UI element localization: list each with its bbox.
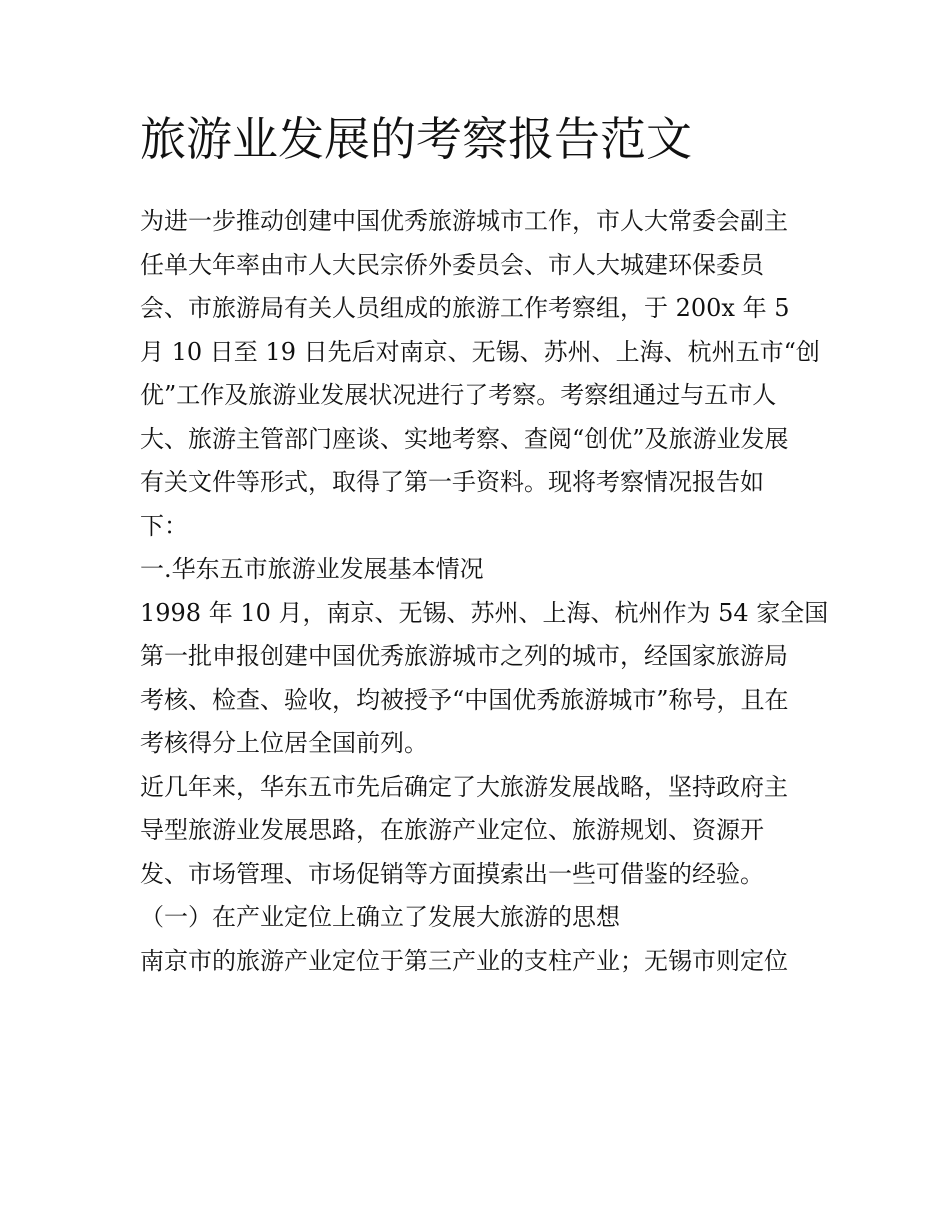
text-line: 1998 年 10 月，南京、无锡、苏州、上海、杭州作为 54 家全国 — [140, 598, 829, 627]
text-line: 为进一步推动创建中国优秀旅游城市工作，市人大常委会副主 — [140, 207, 788, 235]
text-line: 大、旅游主管部门座谈、实地考察、查阅“创优”及旅游业发展 — [140, 424, 789, 453]
text-line: 会、市旅游局有关人员组成的旅游工作考察组，于 200x 年 5 — [140, 294, 790, 322]
text-line: 第一批申报创建中国优秀旅游城市之列的城市，经国家旅游局 — [140, 642, 788, 670]
text-line: 考核、检查、验收，均被授予“中国优秀旅游城市”称号，且在 — [140, 685, 789, 714]
text-line: 考核得分上位居全国前列。 — [140, 729, 428, 757]
document-body — [140, 200, 829, 983]
paragraph-strategy — [140, 766, 820, 897]
heading-line: 一.华东五市旅游业发展基本情况 — [140, 555, 484, 583]
text-line: 月 10 日至 19 日先后对南京、无锡、苏州、上海、杭州五市“创 — [140, 337, 820, 366]
paragraph-1998 — [140, 592, 829, 766]
paragraph-intro — [140, 200, 820, 548]
heading-line: （一）在产业定位上确立了发展大旅游的思想 — [140, 903, 620, 931]
text-line: 优”工作及旅游业发展状况进行了考察。考察组通过与五市人 — [140, 381, 777, 409]
paragraph-nanjing — [140, 940, 820, 984]
section-heading-1 — [140, 548, 820, 592]
text-line: 南京市的旅游产业定位于第三产业的支柱产业；无锡市则定位 — [140, 946, 788, 975]
subsection-heading-1 — [140, 896, 820, 940]
text-line: 近几年来，华东五市先后确定了大旅游发展战略，坚持政府主 — [140, 772, 788, 801]
text-line: 有关文件等形式，取得了第一手资料。现将考察情况报告如 — [140, 468, 764, 496]
text-line: 任单大年率由市人大民宗侨外委员会、市人大城建环保委员 — [140, 250, 764, 279]
document-title: 旅游业发展的考察报告范文 — [140, 112, 692, 166]
text-line: 导型旅游业发展思路，在旅游产业定位、旅游规划、资源开 — [140, 816, 764, 844]
text-line: 下： — [140, 511, 188, 540]
text-line: 发、市场管理、市场促销等方面摸索出一些可借鉴的经验。 — [140, 859, 764, 888]
